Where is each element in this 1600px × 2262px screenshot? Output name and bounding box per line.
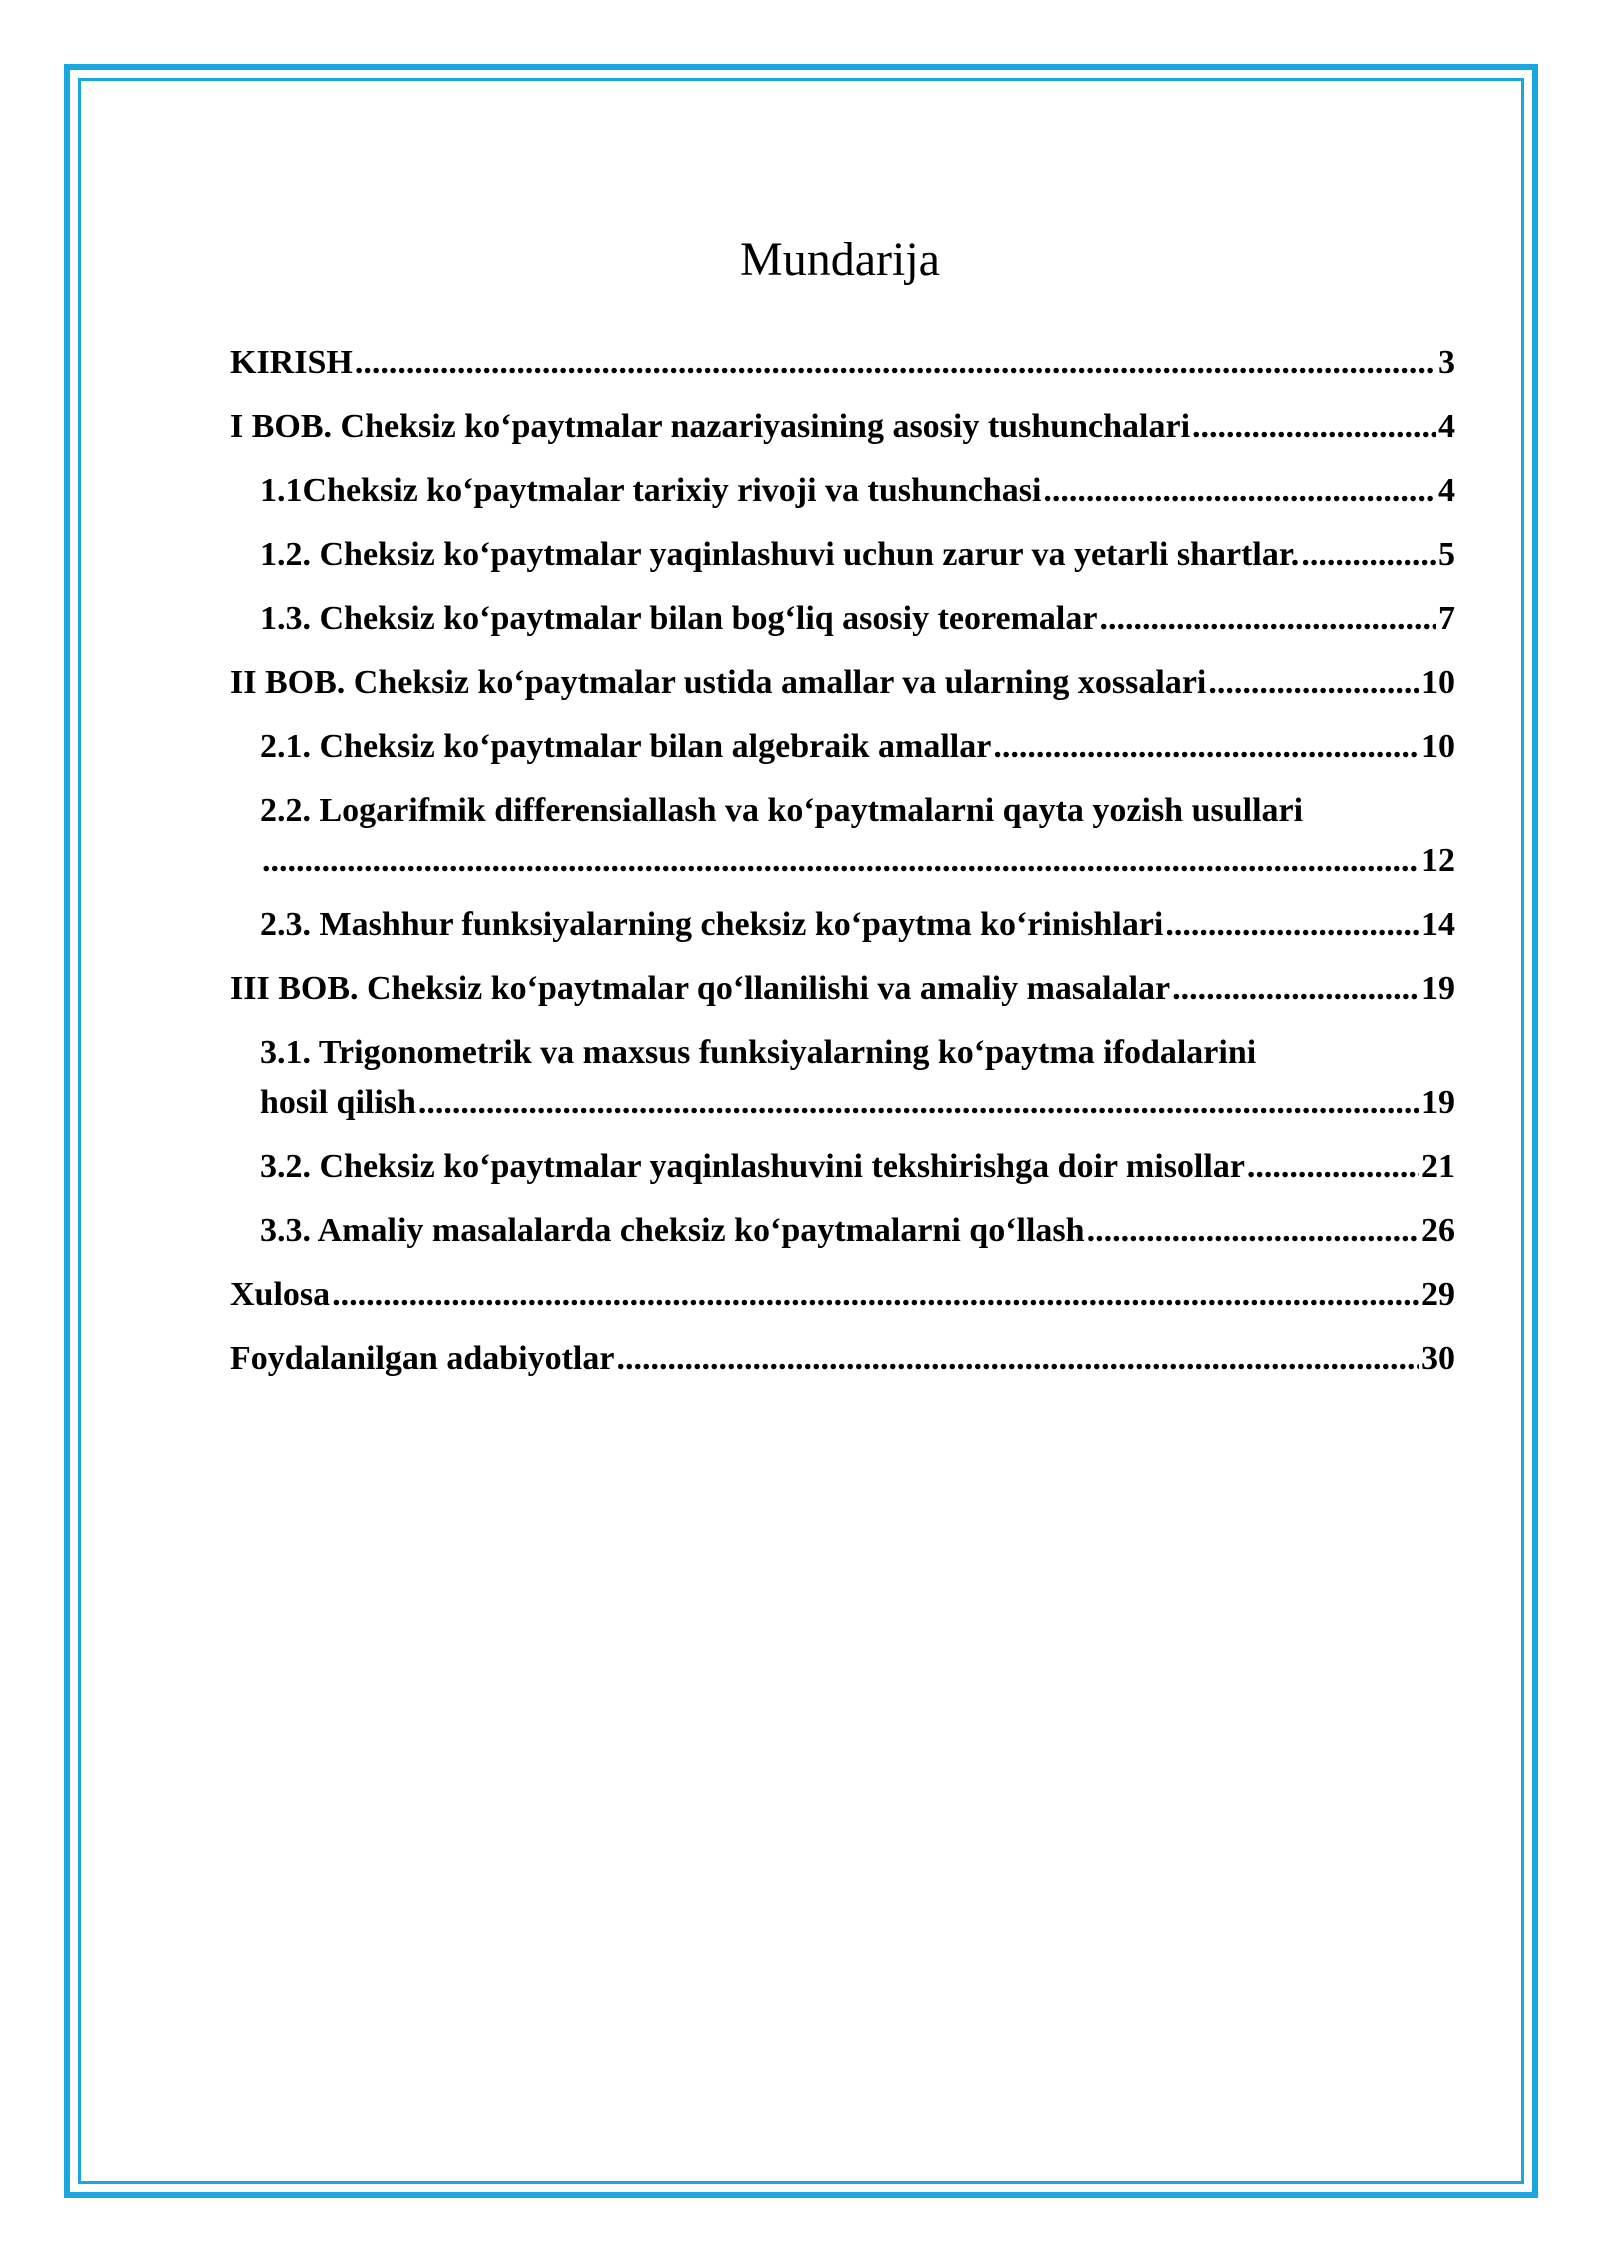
toc-dot-leader bbox=[418, 1078, 1419, 1128]
toc-entry-label: 2.1. Cheksiz ko‘paytmalar bilan algebraik amallar bbox=[260, 728, 992, 765]
toc-entry-page: 3 bbox=[1438, 344, 1455, 381]
toc-entry-label: 1.1Cheksiz ko‘paytmalar tarixiy rivoji va tushunchasi bbox=[260, 472, 1042, 509]
toc-entry-page: 19 bbox=[1421, 1084, 1455, 1121]
toc-entry-label: Xulosa bbox=[230, 1276, 331, 1313]
toc-entry-continuation bbox=[260, 1078, 1455, 1128]
toc-entry-chapter-1[interactable] bbox=[230, 402, 1455, 452]
toc-entry-label: 2.3. Mashhur funksiyalarning cheksiz ko‘paytma ko‘rinishlari bbox=[260, 906, 1164, 943]
toc-dot-leader bbox=[355, 338, 1436, 388]
toc-dot-leader bbox=[616, 1334, 1419, 1384]
toc-entry-page: 4 bbox=[1438, 472, 1455, 509]
toc-entry-section-1-1[interactable] bbox=[230, 466, 1455, 516]
toc-entry-label: III BOB. Cheksiz ko‘paytmalar qo‘llanilishi va amaliy masalalar bbox=[230, 970, 1171, 1007]
toc-dot-leader bbox=[332, 1270, 1419, 1320]
toc-entry-xulosa[interactable] bbox=[230, 1270, 1455, 1320]
toc-dot-leader bbox=[1192, 402, 1436, 452]
toc-entry-page: 30 bbox=[1421, 1340, 1455, 1377]
page-title: Mundarija bbox=[740, 233, 940, 286]
toc-entry-chapter-2[interactable] bbox=[230, 658, 1455, 708]
toc-entry-page: 29 bbox=[1421, 1276, 1455, 1313]
table-of-contents bbox=[230, 338, 1455, 1398]
toc-entry-label: KIRISH bbox=[230, 344, 353, 381]
toc-dot-leader bbox=[1172, 964, 1419, 1014]
toc-entry-references[interactable] bbox=[230, 1334, 1455, 1384]
toc-entry-label: 1.3. Cheksiz ko‘paytmalar bilan bog‘liq asosiy teoremalar bbox=[260, 600, 1098, 637]
toc-entry-label: 2.2. Logarifmik differensiallash va ko‘paytmalarni qayta yozish usullari bbox=[260, 792, 1304, 829]
toc-entry-label: Foydalanilgan adabiyotlar bbox=[230, 1340, 615, 1377]
toc-dot-leader bbox=[1301, 530, 1436, 580]
toc-entry-label-continued: hosil qilish bbox=[260, 1084, 416, 1121]
toc-dot-leader bbox=[1208, 658, 1419, 708]
toc-entry-label: 1.2. Cheksiz ko‘paytmalar yaqinlashuvi uchun zarur va yetarli shartlar. bbox=[260, 536, 1300, 573]
toc-entry-label: I BOB. Cheksiz ko‘paytmalar nazariyasining asosiy tushunchalari bbox=[230, 408, 1191, 445]
toc-entry-page: 4 bbox=[1438, 408, 1455, 445]
toc-entry-page: 10 bbox=[1421, 664, 1455, 701]
toc-dot-leader bbox=[1087, 1206, 1419, 1256]
toc-entry-section-2-1[interactable] bbox=[230, 722, 1455, 772]
toc-entry-label: 3.1. Trigonometrik va maxsus funksiyalarning ko‘paytma ifodalarini bbox=[260, 1034, 1257, 1071]
toc-dot-leader bbox=[1247, 1142, 1419, 1192]
toc-entry-continuation bbox=[260, 836, 1455, 886]
toc-entry-label: II BOB. Cheksiz ko‘paytmalar ustida amallar va ularning xossalari bbox=[230, 664, 1207, 701]
toc-entry-section-1-3[interactable] bbox=[230, 594, 1455, 644]
toc-entry-page: 19 bbox=[1421, 970, 1455, 1007]
toc-dot-leader bbox=[993, 722, 1419, 772]
toc-dot-leader bbox=[1099, 594, 1436, 644]
toc-dot-leader bbox=[1043, 466, 1436, 516]
toc-entry-label: 3.3. Amaliy masalalarda cheksiz ko‘paytmalarni qo‘llash bbox=[260, 1212, 1085, 1249]
toc-entry-section-3-3[interactable] bbox=[230, 1206, 1455, 1256]
toc-entry-kirish[interactable] bbox=[230, 338, 1455, 388]
toc-entry-chapter-3[interactable] bbox=[230, 964, 1455, 1014]
toc-dot-leader bbox=[1165, 900, 1419, 950]
toc-entry-section-1-2[interactable] bbox=[230, 530, 1455, 580]
toc-entry-page: 26 bbox=[1421, 1212, 1455, 1249]
toc-entry-section-2-3[interactable] bbox=[230, 900, 1455, 950]
toc-entry-section-2-2[interactable] bbox=[230, 786, 1455, 886]
toc-entry-page: 10 bbox=[1421, 728, 1455, 765]
toc-entry-section-3-2[interactable] bbox=[230, 1142, 1455, 1192]
toc-entry-page: 21 bbox=[1421, 1148, 1455, 1185]
toc-entry-label: 3.2. Cheksiz ko‘paytmalar yaqinlashuvini tekshirishga doir misollar bbox=[260, 1148, 1245, 1185]
toc-entry-section-3-1[interactable] bbox=[230, 1028, 1455, 1128]
toc-entry-page: 12 bbox=[1421, 842, 1455, 879]
toc-entry-page: 14 bbox=[1421, 906, 1455, 943]
toc-entry-page: 5 bbox=[1438, 536, 1455, 573]
toc-dot-leader bbox=[262, 836, 1419, 886]
toc-entry-page: 7 bbox=[1438, 600, 1455, 637]
